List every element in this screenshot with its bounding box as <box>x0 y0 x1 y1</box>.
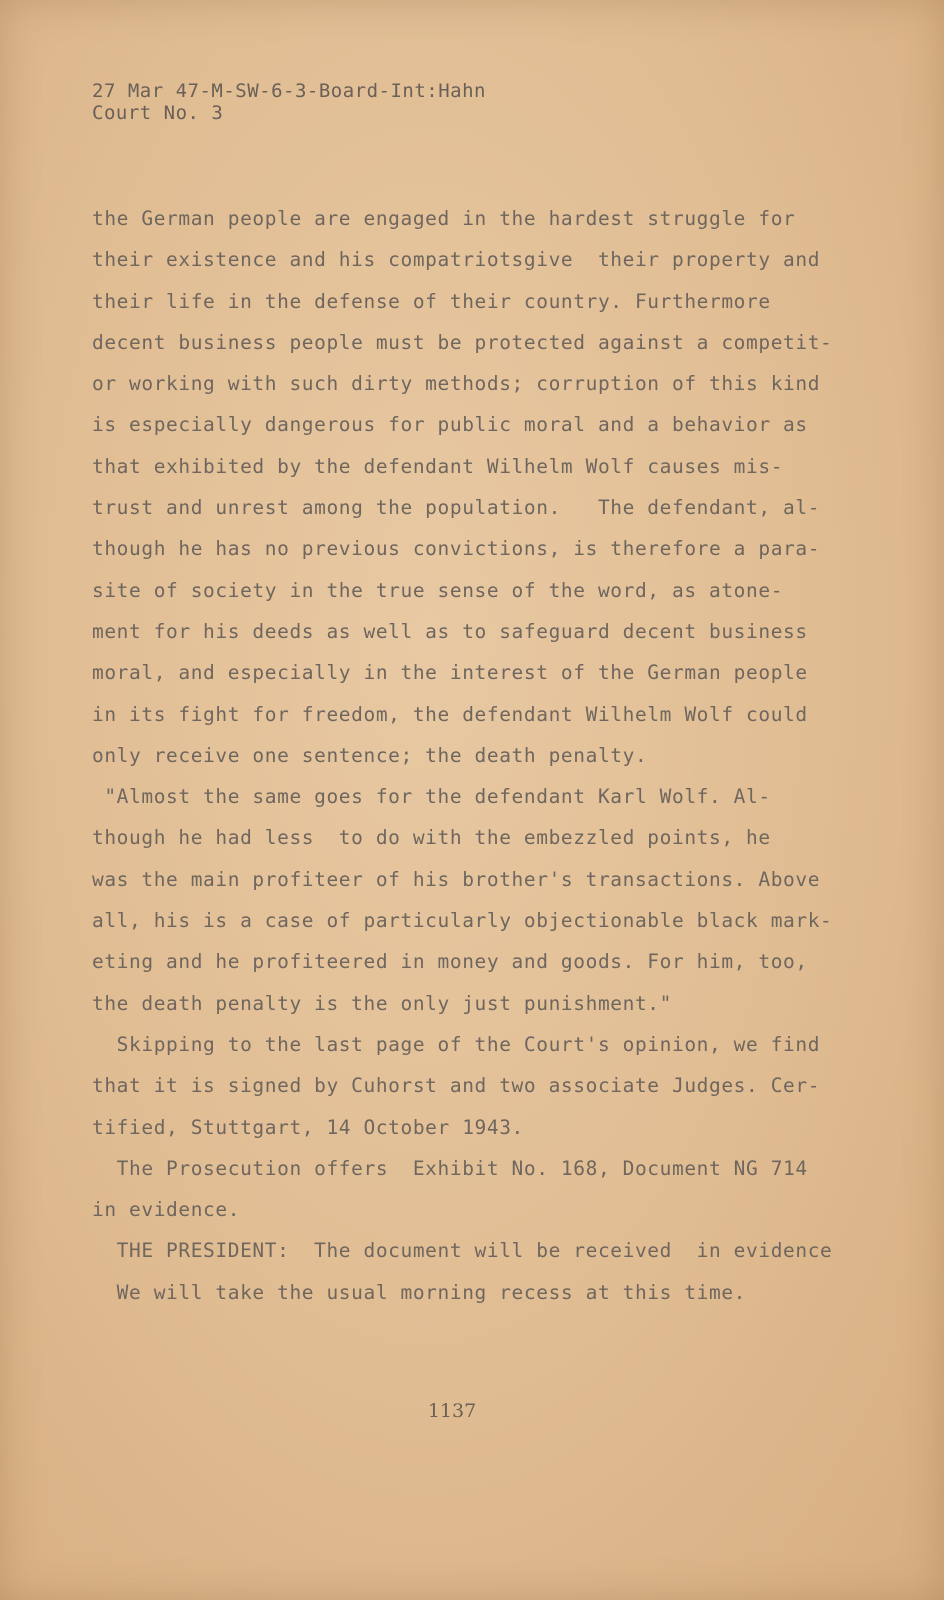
text-line: moral, and especially in the interest of the German people <box>92 661 808 685</box>
text-line: THE PRESIDENT: The document will be received in evidence <box>92 1239 833 1263</box>
text-line: only receive one sentence; the death penalty. <box>92 743 648 767</box>
text-line: that it is signed by Cuhorst and two associate Judges. Cer- <box>92 1074 821 1098</box>
text-line: in evidence. <box>92 1198 241 1222</box>
text-line: tified, Stuttgart, 14 October 1943. <box>92 1115 524 1139</box>
text-line: We will take the usual morning recess at this time. <box>92 1280 747 1304</box>
text-line: is especially dangerous for public moral and a behavior as <box>92 413 808 437</box>
text-line: the death penalty is the only just punishment." <box>92 991 672 1015</box>
text-line: "Almost the same goes for the defendant Karl Wolf. Al- <box>92 785 771 809</box>
text-line: or working with such dirty methods; corruption of this kind <box>92 372 821 396</box>
page-number: 1137 <box>427 1400 477 1422</box>
text-line: their existence and his compatriotsgive their property and <box>92 248 821 272</box>
transcript-body <box>92 198 852 1313</box>
document-header <box>92 80 486 124</box>
text-line: all, his is a case of particularly objectionable black mark- <box>92 909 833 933</box>
header-reference: 27 Mar 47-M-SW-6-3-Board-Int:Hahn <box>92 80 486 102</box>
text-line: though he has no previous convictions, is therefore a para- <box>92 537 821 561</box>
text-line: trust and unrest among the population. The defendant, al- <box>92 496 821 520</box>
text-line: the German people are engaged in the hardest struggle for <box>92 207 796 230</box>
header-court: Court No. 3 <box>92 102 224 124</box>
text-line: was the main profiteer of his brother's transactions. Above <box>92 867 821 891</box>
text-line: eting and he profiteered in money and goods. For him, too, <box>92 950 808 974</box>
text-line: that exhibited by the defendant Wilhelm Wolf causes mis- <box>92 454 784 478</box>
text-line: decent business people must be protected against a competit- <box>92 330 833 354</box>
text-line: site of society in the true sense of the word, as atone- <box>92 578 784 602</box>
text-line: Skipping to the last page of the Court's opinion, we find <box>92 1032 821 1056</box>
text-line: in its fight for freedom, the defendant Wilhelm Wolf could <box>92 702 808 726</box>
text-line: though he had less to do with the embezzled points, he <box>92 826 771 850</box>
text-line: The Prosecution offers Exhibit No. 168, Document NG 714 <box>92 1156 808 1180</box>
text-line: their life in the defense of their country. Furthermore <box>92 289 771 313</box>
text-line: ment for his deeds as well as to safeguard decent business <box>92 619 808 643</box>
